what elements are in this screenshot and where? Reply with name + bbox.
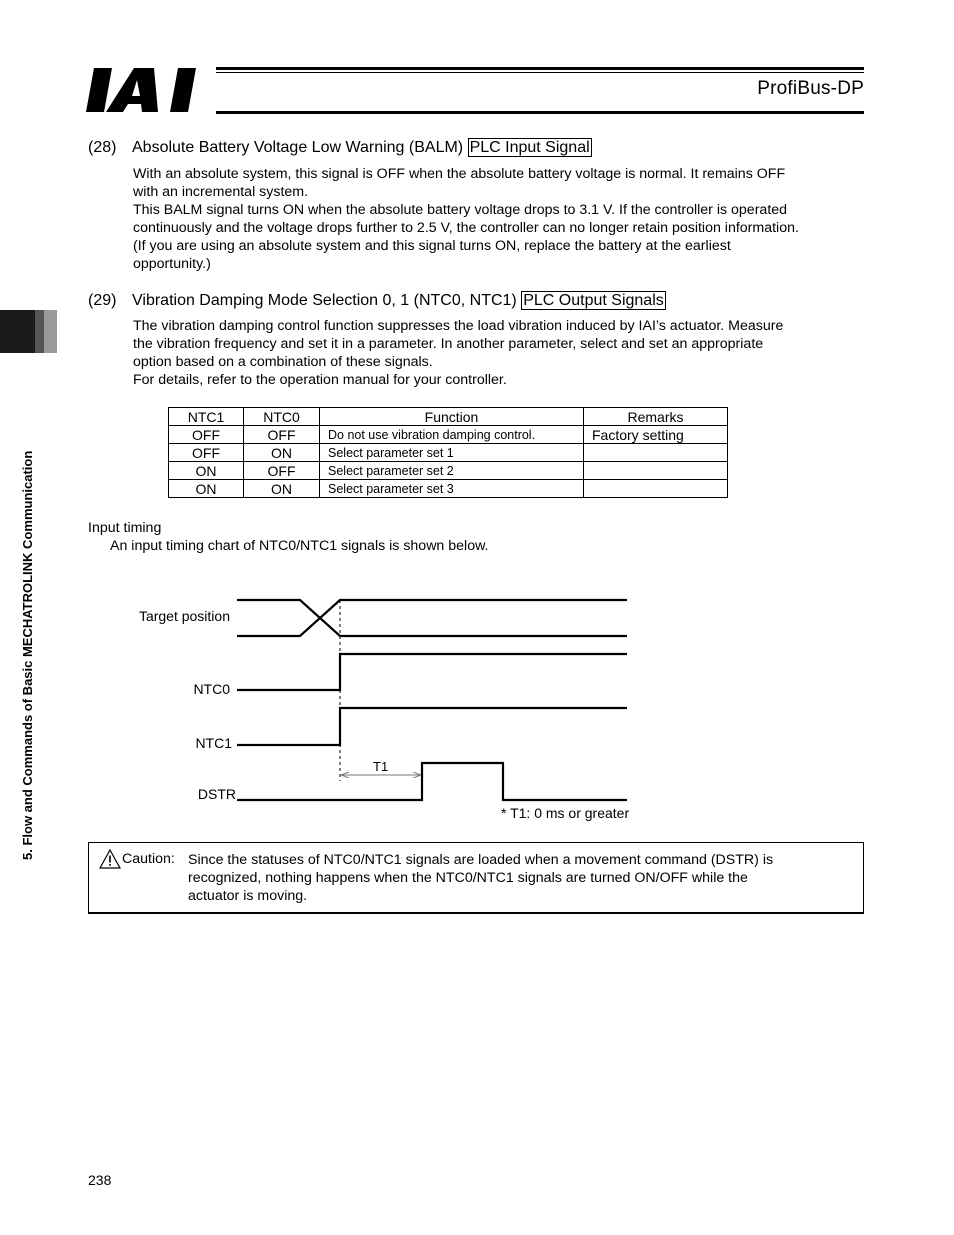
cell-function: Select parameter set 2 (320, 462, 584, 480)
col-function: Function (320, 408, 584, 426)
table-row (169, 426, 728, 444)
label-t1: T1 (373, 759, 389, 774)
ntc0-waveform (237, 654, 627, 690)
section-28-line: (If you are using an absolute system and this signal turns ON, replace the battery at the earliest (133, 238, 731, 254)
table-header-row (169, 408, 728, 426)
timing-chart (90, 575, 690, 835)
section-29-number: (29) (88, 292, 117, 309)
section-28-title (88, 139, 592, 157)
section-29-title (88, 292, 666, 310)
section-28-line: opportunity.) (133, 256, 211, 272)
section-29-line: the vibration frequency and set it in a parameter. In another parameter, select and set an appropriate (133, 336, 764, 352)
cell-ntc0: OFF (244, 426, 320, 444)
target-position-line-upper (237, 600, 627, 636)
cell-ntc1: OFF (169, 426, 244, 444)
section-29-heading: Vibration Damping Mode Selection 0, 1 (NTC0, NTC1) (132, 292, 517, 309)
col-ntc1: NTC1 (169, 408, 244, 426)
section-28-line: With an absolute system, this signal is OFF when the absolute battery voltage is normal. It remains OFF (133, 166, 786, 182)
section-29-signal-tag: PLC Output Signals (523, 292, 664, 309)
section-29-line: option based on a combination of these signals. (133, 354, 433, 370)
cell-ntc0: ON (244, 444, 320, 462)
section-28-line: with an incremental system. (133, 184, 309, 200)
chapter-tab (0, 310, 57, 353)
label-dstr: DSTR (197, 786, 236, 802)
iai-logo (86, 66, 206, 114)
cell-ntc1: ON (169, 462, 244, 480)
header-rule-thin (216, 72, 864, 73)
input-timing-description: An input timing chart of NTC0/NTC1 signals is shown below. (110, 538, 489, 554)
table-row (169, 462, 728, 480)
section-29-line: For details, refer to the operation manual for your controller. (133, 372, 507, 388)
col-remarks: Remarks (584, 408, 728, 426)
label-t1-note: * T1: 0 ms or greater (501, 805, 630, 821)
section-28-heading: Absolute Battery Voltage Low Warning (BALM) (132, 139, 464, 156)
ntc1-waveform (237, 708, 627, 745)
cell-remarks: Factory setting (584, 426, 728, 444)
section-29-line: The vibration damping control function suppresses the load vibration induced by IAI’s actuator. Measure (133, 318, 784, 334)
ntc-selection-table (168, 407, 728, 498)
section-28-number: (28) (88, 139, 117, 156)
cell-ntc1: OFF (169, 444, 244, 462)
cell-remarks (584, 462, 728, 480)
table-row (169, 444, 728, 462)
caution-line: actuator is moving. (188, 888, 308, 904)
input-timing-heading: Input timing (88, 520, 162, 536)
caution-label: Caution: (122, 851, 175, 867)
section-29-body (133, 317, 783, 389)
cell-function: Do not use vibration damping control. (320, 426, 584, 444)
section-28-line: This BALM signal turns ON when the absolute battery voltage drops to 3.1 V. If the controller is operated (133, 202, 788, 218)
label-ntc1: NTC1 (195, 735, 232, 751)
target-position-line-lower (237, 600, 627, 636)
cell-remarks (584, 444, 728, 462)
chapter-title-vertical: 5. Flow and Commands of Basic MECHATROLINK Communication (20, 450, 35, 860)
table-row (169, 480, 728, 498)
section-28-line: continuously and the voltage drops further to 2.5 V, the controller can no longer retain position information. (133, 220, 799, 236)
caution-line: Since the statuses of NTC0/NTC1 signals are loaded when a movement command (DSTR) is (188, 852, 774, 868)
caution-text (188, 851, 848, 905)
cell-ntc0: OFF (244, 462, 320, 480)
section-28-signal-tag: PLC Input Signal (469, 139, 590, 156)
dstr-waveform (237, 763, 627, 800)
label-ntc0: NTC0 (193, 681, 230, 697)
warning-triangle-icon (99, 849, 121, 869)
cell-function: Select parameter set 3 (320, 480, 584, 498)
label-target-position: Target position (138, 608, 230, 624)
col-ntc0: NTC0 (244, 408, 320, 426)
header-rule-bottom (216, 111, 864, 114)
product-name: ProfiBus-DP (757, 78, 864, 99)
cell-function: Select parameter set 1 (320, 444, 584, 462)
page-number: 238 (88, 1172, 112, 1188)
caution-line: recognized, nothing happens when the NTC0/NTC1 signals are turned ON/OFF while the (188, 870, 748, 886)
cell-ntc1: ON (169, 480, 244, 498)
header-rule-top (216, 67, 864, 70)
cell-remarks (584, 480, 728, 498)
section-28-body (133, 165, 799, 273)
cell-ntc0: ON (244, 480, 320, 498)
